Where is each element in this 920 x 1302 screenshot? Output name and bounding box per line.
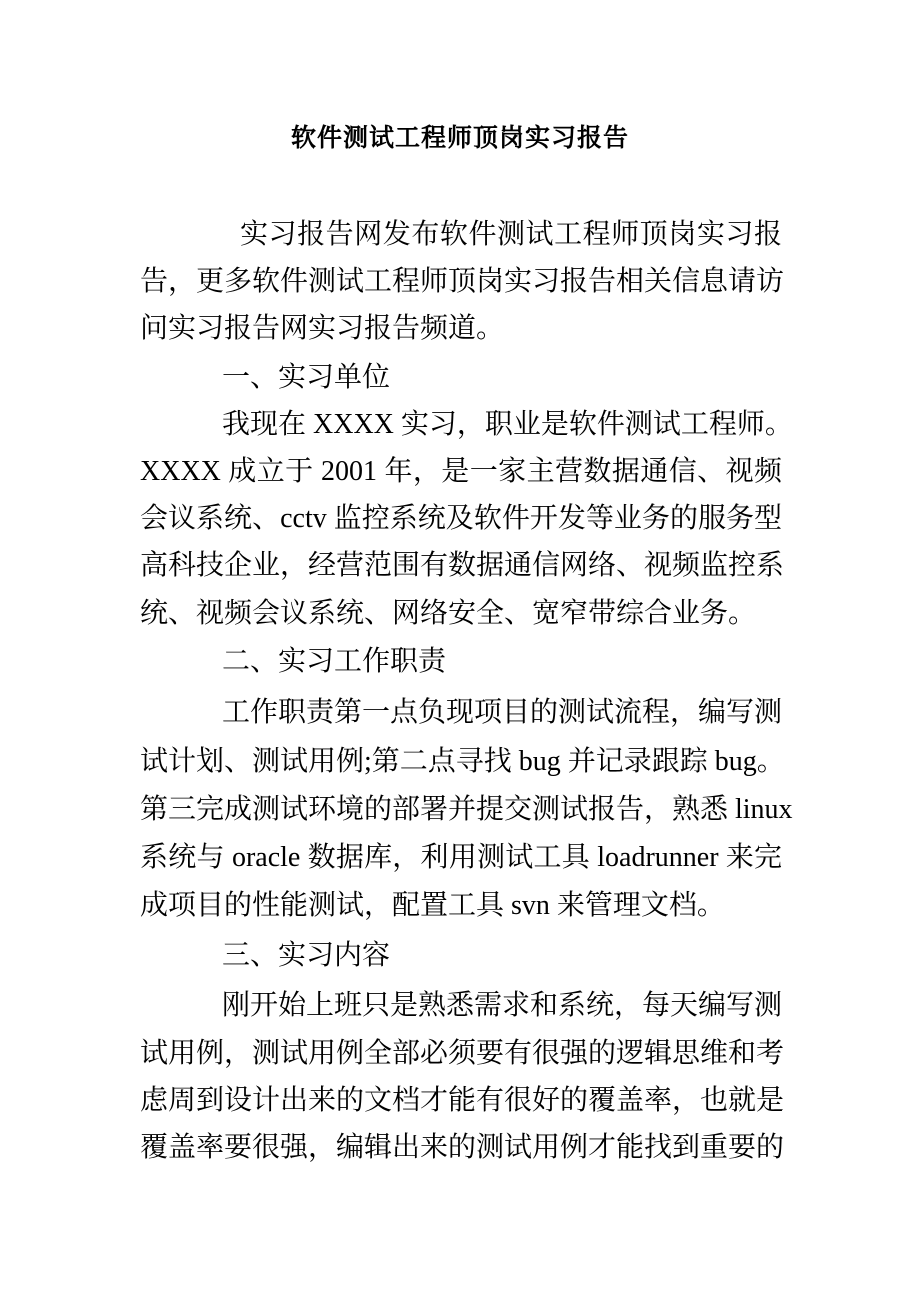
body-line: 试用例，测试用例全部必须要有很强的逻辑思维和考 [140, 1038, 785, 1069]
body-line: 我现在 XXXX 实习，职业是软件测试工程师。 [222, 409, 793, 440]
body-line: 覆盖率要很强，编辑出来的测试用例才能找到重要的 [140, 1132, 785, 1163]
section-heading: 一、实习单位 [222, 362, 391, 393]
body-line: 虑周到设计出来的文档才能有很好的覆盖率，也就是 [140, 1085, 785, 1116]
body-line: 问实习报告网实习报告频道。 [140, 313, 505, 344]
body-line: 试计划、测试用例;第二点寻找 bug 并记录跟踪 bug。 [140, 746, 785, 777]
body-line: 第三完成测试环境的部署并提交测试报告，熟悉 linux [140, 794, 793, 825]
body-line: 刚开始上班只是熟悉需求和系统，每天编写测 [222, 990, 783, 1021]
body-line: 实习报告网发布软件测试工程师顶岗实习报 [240, 219, 782, 250]
body-line: 统、视频会议系统、网络安全、宽窄带综合业务。 [140, 598, 757, 629]
section-heading: 三、实习内容 [222, 940, 391, 971]
body-line: XXXX 成立于 2001 年，是一家主营数据通信、视频 [140, 456, 782, 487]
document-title: 软件测试工程师顶岗实习报告 [290, 125, 629, 152]
body-line: 告，更多软件测试工程师顶岗实习报告相关信息请访 [140, 266, 785, 297]
body-line: 系统与 oracle 数据库，利用测试工具 loadrunner 来完 [140, 842, 782, 873]
body-line: 会议系统、cctv 监控系统及软件开发等业务的服务型 [140, 503, 782, 534]
body-line: 工作职责第一点负现项目的测试流程，编写测 [222, 697, 783, 728]
body-line: 成项目的性能测试，配置工具 svn 来管理文档。 [140, 890, 725, 921]
body-line: 高科技企业，经营范围有数据通信网络、视频监控系 [140, 550, 785, 581]
section-heading: 二、实习工作职责 [222, 646, 447, 677]
